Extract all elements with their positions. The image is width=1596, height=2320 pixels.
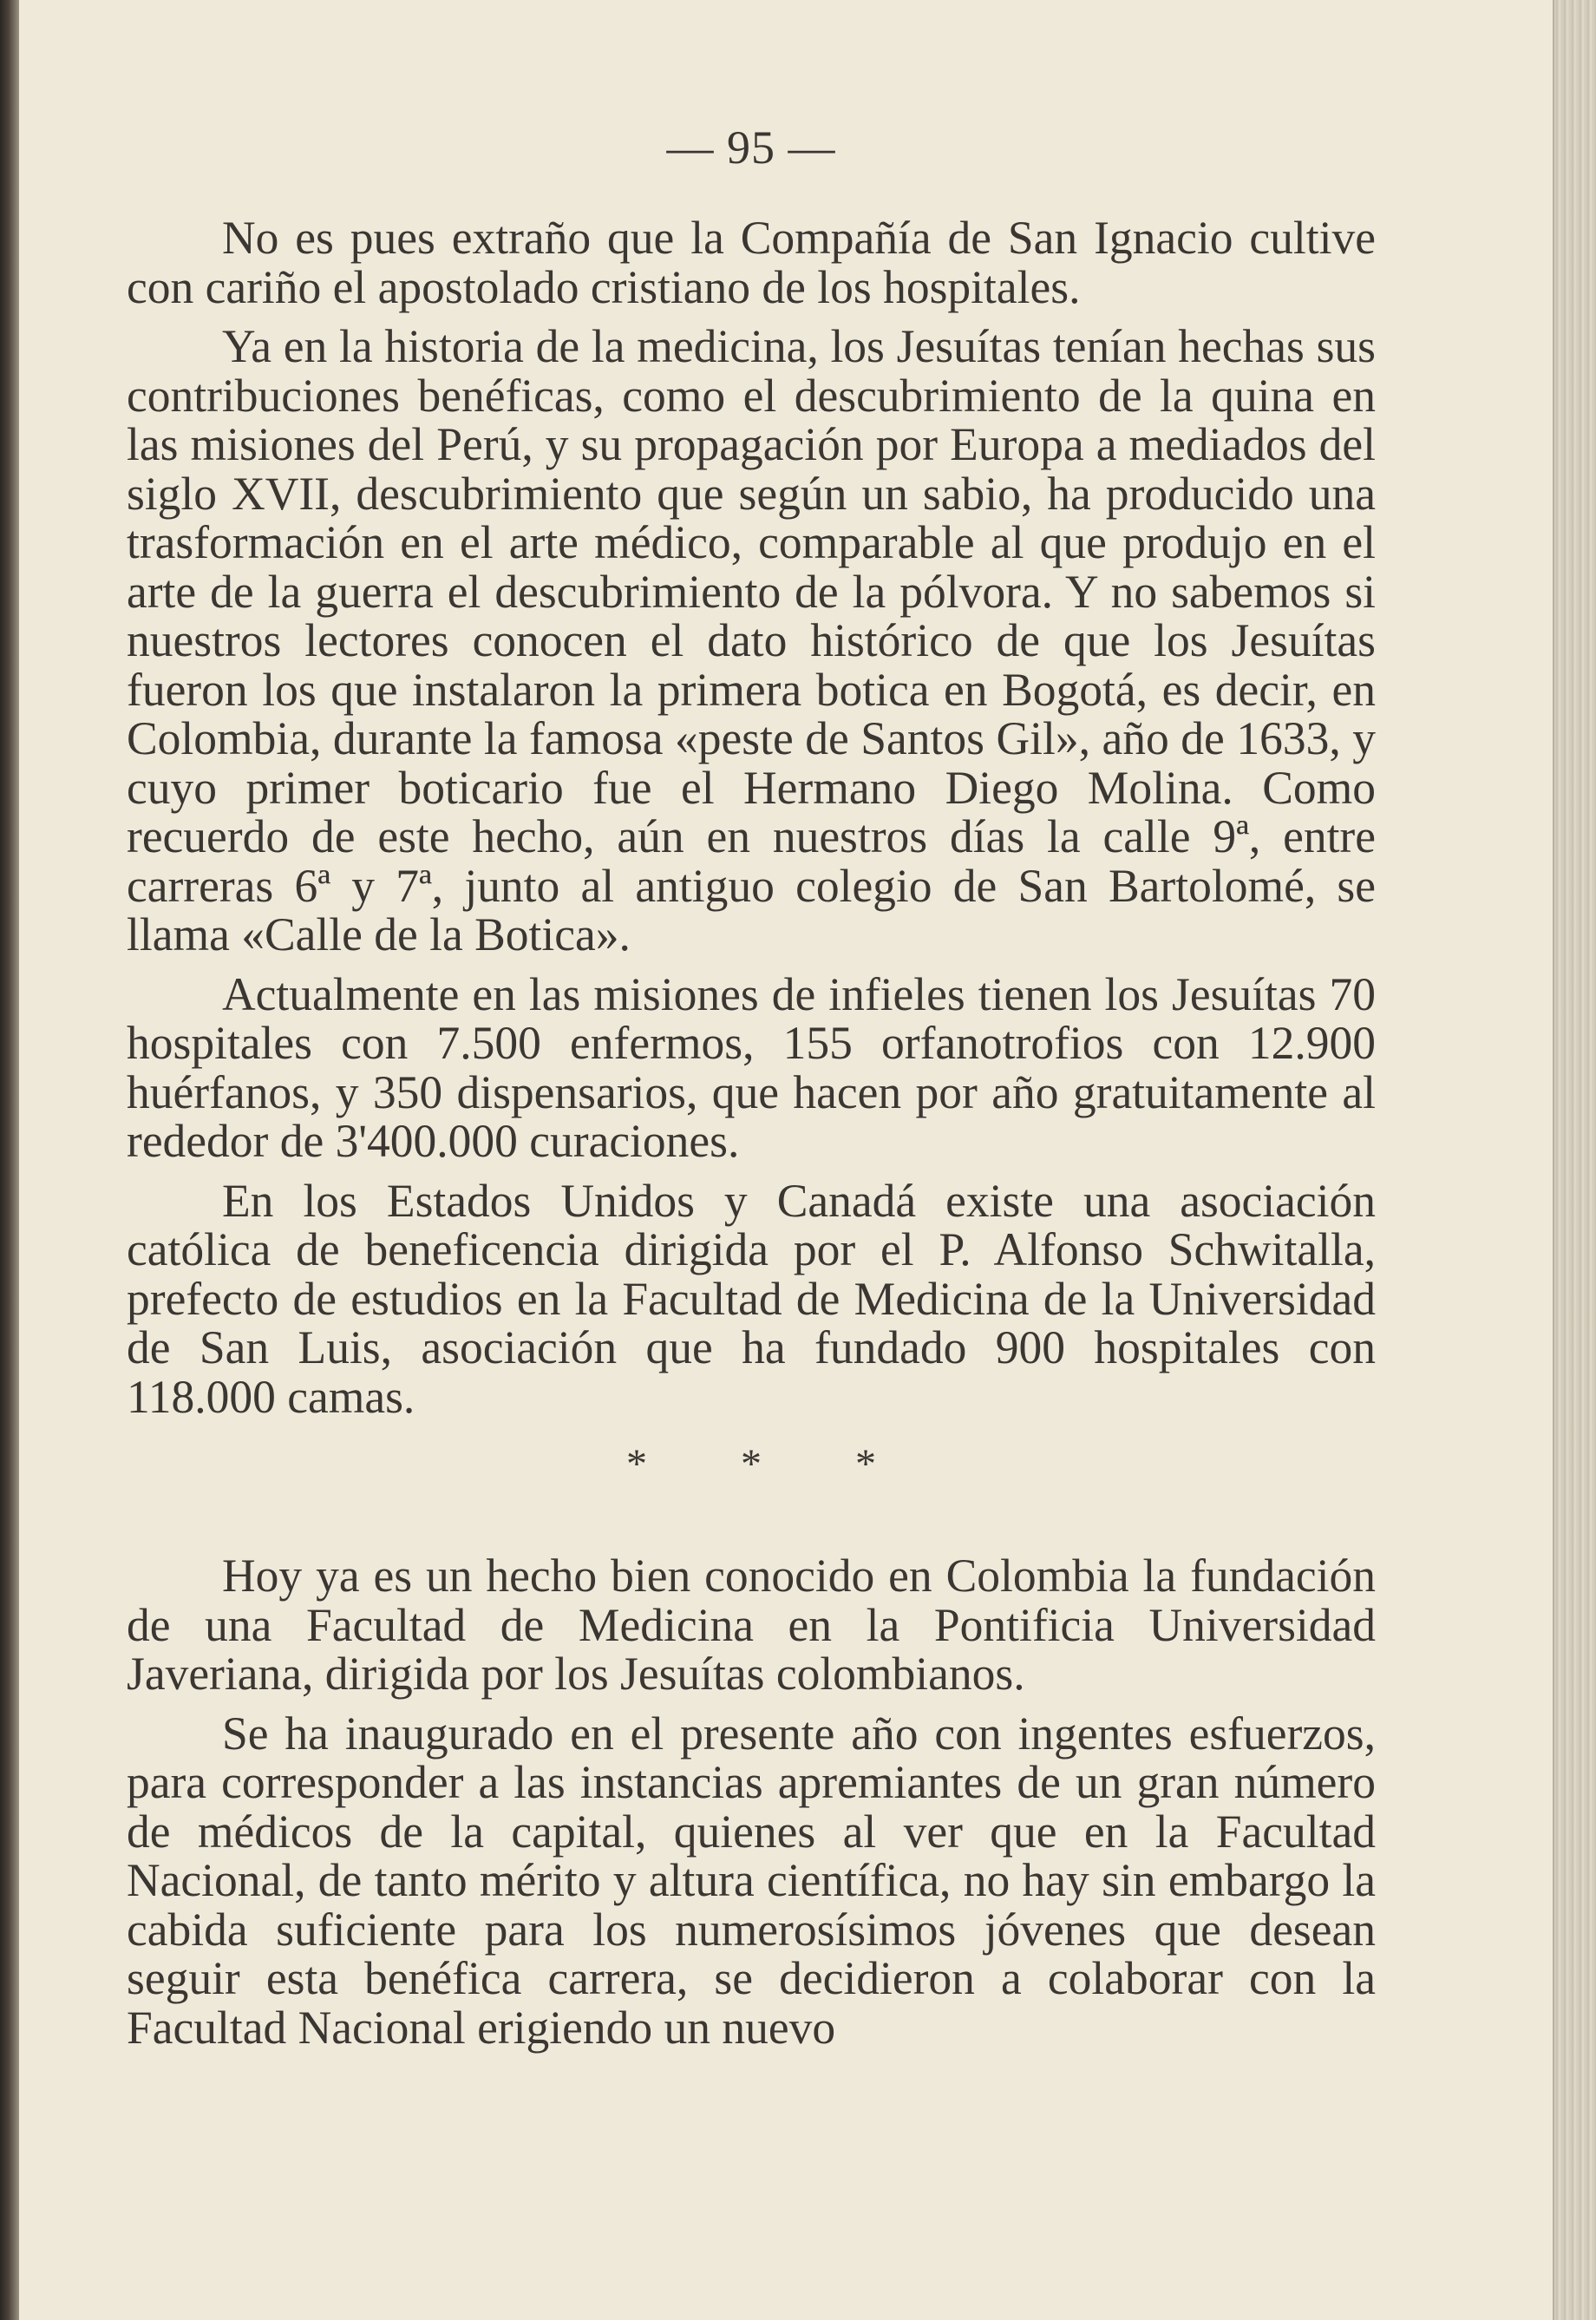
paragraph-3: Actualmente en las misiones de infieles tienen los Jesuítas 70 hospitales con 7.500 enfermos, 155 orfanotrofios con 12.900 huérfanos, y 350 dispensarios, que hacen por año gratuitamente al rededor de 3'400.000 curaciones. bbox=[127, 967, 1376, 1167]
page-edge-stack bbox=[1553, 0, 1596, 2320]
page-number: — 95 — bbox=[666, 121, 836, 174]
paragraph-5: Hoy ya es un hecho bien conocido en Colombia la fundación de una Facultad de Medicina en la Pontificia Universidad Javeriana, dirigida por los Jesuítas colombianos. bbox=[127, 1550, 1376, 1700]
section-separator: * * * bbox=[626, 1441, 918, 1487]
paragraph-4: En los Estados Unidos y Canadá existe una asociación católica de beneficencia dirigida por el P. Alfonso Schwitalla, prefecto de estudios en la Facultad de Medicina de la Universidad de San Luis, asociación que ha fundado 900 hospitales con 118.000 camas. bbox=[127, 1174, 1376, 1423]
paragraph-6: Se ha inaugurado en el presente año con ingentes esfuerzos, para corresponder a las instancias apremiantes de un gran número de médicos de la capital, quienes al ver que en la Facultad Nacional, de tanto mérito y altura científica, no hay sin embargo la cabida suficiente para los numerosísimos jóvenes que desean seguir esta benéfica carrera, se decidieron a colaborar con la Facultad Nacional erigiendo un nuevo bbox=[127, 1707, 1376, 2054]
book-spine-edge bbox=[0, 0, 19, 2320]
page-body bbox=[127, 104, 1376, 2052]
paragraph-2: Ya en la historia de la medicina, los Jesuítas tenían hechas sus contribuciones benéficas, como el descubrimiento de la quina en las misiones del Perú, y su propagación por Europa a mediados del siglo XVII, descubrimiento que según un sabio, ha producido una trasformación en el arte médico, comparable al que produjo en el arte de la guerra el descubrimiento de la pólvora. Y no sabemos si nuestros lectores conocen el dato histórico de que los Jesuítas fueron los que instalaron la primera botica en Bogotá, es decir, en Colombia, durante la famosa «peste de Santos Gil», año de 1633, y cuyo primer boticario fue el Hermano Diego Molina. Como recuerdo de este hecho, aún en nuestros días la calle 9ª, entre carreras 6ª y 7ª, junto al antiguo colegio de San Bartolomé, se llama «Calle de la Botica». bbox=[127, 320, 1376, 960]
paragraph-1: No es pues extraño que la Compañía de San Ignacio cultive con cariño el apostolado cristiano de los hospitales. bbox=[127, 212, 1376, 313]
